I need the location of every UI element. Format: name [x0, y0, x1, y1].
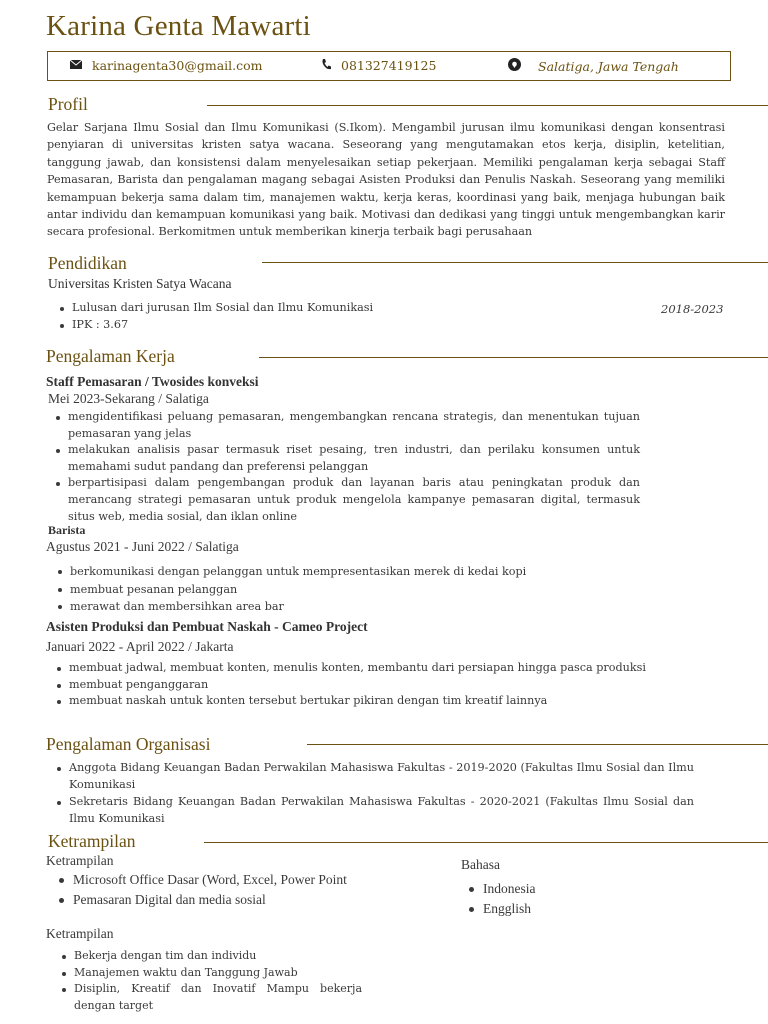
section-divider: [207, 105, 768, 106]
list-item: berkomunikasi dengan pelanggan untuk mempresentasikan merek di kedai kopi: [70, 563, 670, 581]
language-list: [483, 879, 683, 918]
envelope-icon: [70, 59, 82, 72]
profil-text: Gelar Sarjana Ilmu Sosial dan Ilmu Komunikasi (S.Ikom). Mengambil jurusan ilmu komunikasi dengan konsentrasi penyiaran di universitas kristen satya wacana. Seseorang yang mengutamakan etos kerja, disiplin, ketelitian, tanggung jawab, dan konsistensi dalam menyelesaikan setiap pekerjaan. Memiliki pengalaman kerja sebagai Staff Pemasaran, Barista dan pengalaman magang sebagai Asisten Produksi dan Penulis Naskah. Seseorang yang memiliki kemampuan bekerja sama dalam tim, manajemen waktu, kerja keras, koordinasi yang baik, menjaga hubungan baik antar individu dan kemampuan komunikasi yang baik. Motivasi dan dedikasi yang tinggi untuk mengembangkan karir secara profesional. Berkomitmen untuk memberikan kinerja terbaik bagi perusahaan: [47, 121, 725, 239]
section-divider: [204, 842, 768, 843]
skill-group-label: Ketrampilan: [46, 926, 114, 941]
list-item: Bekerja dengan tim dan individu: [74, 948, 362, 965]
list-item: Microsoft Office Dasar (Word, Excel, Power Point: [73, 870, 393, 890]
section-divider: [259, 357, 768, 358]
job-title: Asisten Produksi dan Pembuat Naskah - Cameo Project: [46, 619, 368, 634]
contact-phone[interactable]: [322, 58, 436, 73]
skill-list: [73, 870, 393, 909]
list-item: IPK : 3.67: [72, 317, 612, 334]
education-years: 2018-2023: [661, 302, 724, 316]
language-label: Bahasa: [461, 857, 500, 872]
list-item: membuat pesanan pelanggan: [70, 581, 670, 599]
job-duties-list: [69, 660, 694, 710]
list-item: Manajemen waktu dan Tanggung Jawab: [74, 965, 362, 982]
list-item: Engglish: [483, 899, 683, 919]
job-period: Agustus 2021 - Juni 2022 / Salatiga: [46, 539, 239, 554]
contact-location: [508, 58, 679, 74]
list-item: mengidentifikasi peluang pemasaran, mengembangkan rencana strategis, dan menentukan tujuan pemasaran yang jelas: [68, 409, 640, 442]
list-item: Anggota Bidang Keuangan Badan Perwakilan Mahasiswa Fakultas - 2019-2020 (Fakultas Ilmu Sosial dan Ilmu Komunikasi: [69, 760, 694, 793]
list-item: Indonesia: [483, 879, 683, 899]
candidate-name: Karina Genta Mawarti: [46, 10, 311, 42]
job-title: Staff Pemasaran / Twosides konveksi: [46, 374, 259, 389]
job-title: Barista: [48, 523, 86, 537]
phone-text: 081327419125: [341, 58, 437, 73]
section-divider: [307, 744, 768, 745]
list-item: Sekretaris Bidang Keuangan Badan Perwakilan Mahasiswa Fakultas - 2020-2021 (Fakultas Ilmu Sosial dan Ilmu Komunikasi: [69, 794, 694, 827]
list-item: membuat penganggaran: [69, 677, 694, 694]
job-period: Januari 2022 - April 2022 / Jakarta: [46, 639, 234, 654]
skill-list: [74, 948, 362, 1014]
contact-email[interactable]: [70, 58, 263, 73]
skill-group-label: Ketrampilan: [46, 853, 114, 868]
education-list: [72, 300, 612, 333]
job-period: Mei 2023-Sekarang / Salatiga: [48, 391, 209, 406]
organization-list: [69, 760, 694, 827]
job-duties-list: [68, 409, 640, 525]
list-item: membuat naskah untuk konten tersebut bertukar pikiran dengan tim kreatif lainnya: [69, 693, 694, 710]
email-text: karinagenta30@gmail.com: [92, 58, 263, 73]
phone-icon: [322, 59, 331, 73]
list-item: Pemasaran Digital dan media sosial: [73, 890, 393, 910]
section-title-profil: Profil: [48, 94, 88, 114]
section-title-organisasi: Pengalaman Organisasi: [46, 734, 211, 754]
section-divider: [262, 262, 768, 263]
school-name: Universitas Kristen Satya Wacana: [48, 276, 232, 291]
list-item: berpartisipasi dalam pengembangan produk dan layanan baris atau peningkatan produk dan merancang strategi pemasaran untuk produk mengelola kampanye pemasaran digital, termasuk situs web, media sosial, dan iklan online: [68, 475, 640, 525]
list-item: Lulusan dari jurusan Ilm Sosial dan Ilmu Komunikasi: [72, 300, 612, 317]
job-duties-list: [70, 563, 670, 616]
section-title-pengalaman: Pengalaman Kerja: [46, 346, 175, 366]
section-title-pendidikan: Pendidikan: [48, 253, 127, 273]
list-item: membuat jadwal, membuat konten, menulis konten, membantu dari persiapan hingga pasca produksi: [69, 660, 694, 677]
list-item: melakukan analisis pasar termasuk riset pesaing, tren industri, dan perilaku konsumen untuk memahami sudut pandang dan preferensi pelanggan: [68, 442, 640, 475]
list-item: Disiplin, Kreatif dan Inovatif Mampu bekerja dengan target: [74, 981, 362, 1014]
list-item: merawat dan membersihkan area bar: [70, 598, 670, 616]
section-title-ketrampilan: Ketrampilan: [48, 831, 136, 851]
location-icon: [508, 58, 521, 74]
location-text: Salatiga, Jawa Tengah: [538, 58, 679, 74]
